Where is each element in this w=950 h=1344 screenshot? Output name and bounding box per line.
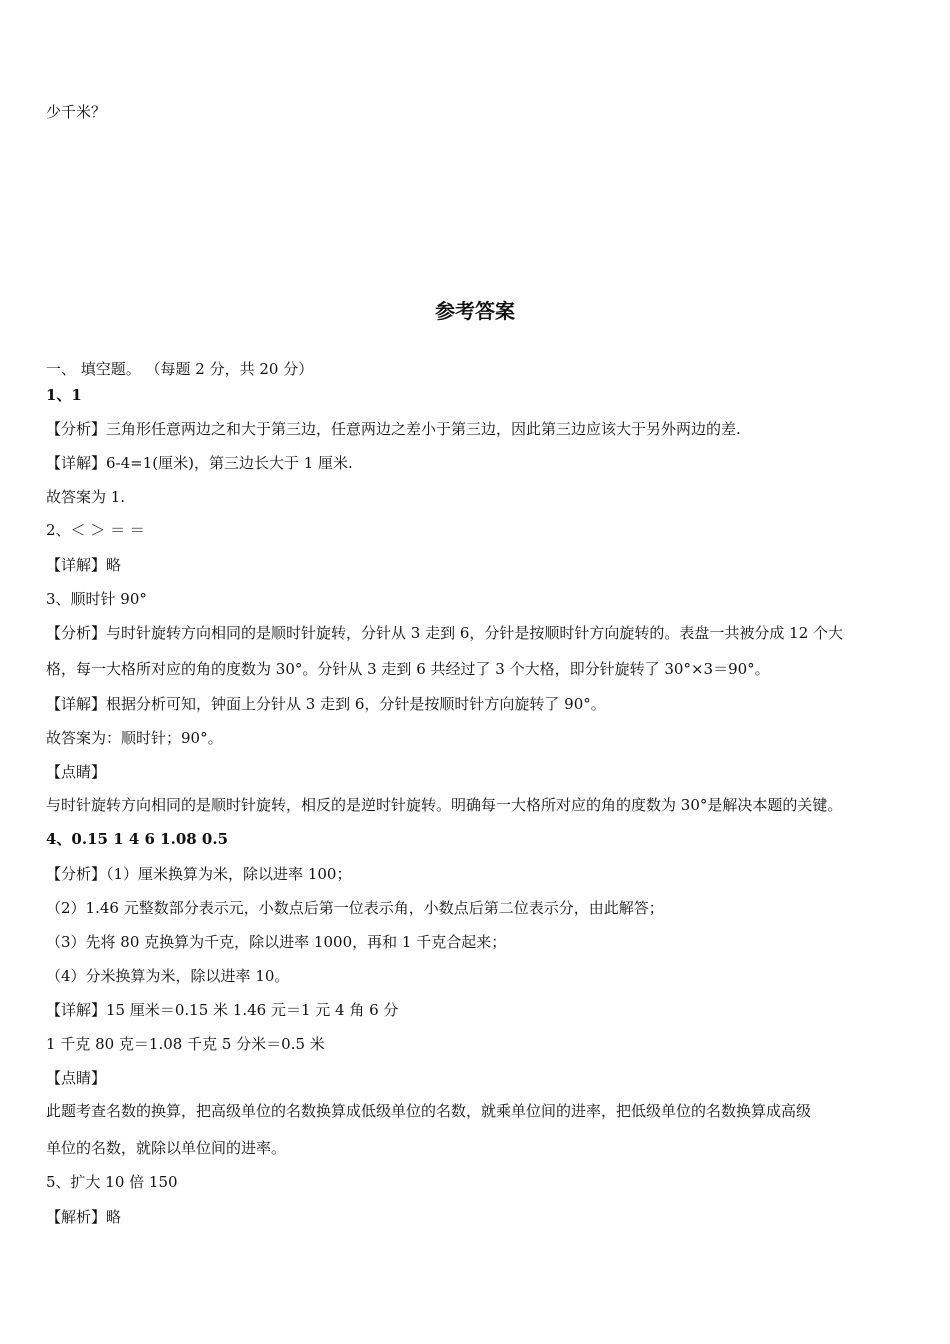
tip-heading-4: 【点睛】 xyxy=(46,1069,107,1087)
answer-3: 3、顺时针 90° xyxy=(46,590,147,608)
carryover-question-text: 少千米？ xyxy=(46,103,107,121)
tip-4-line1: 此题考查名数的换算，把高级单位的名数换算成低级单位的名数，就乘单位间的进率，把低级单位的名数换算成高级 xyxy=(46,1102,812,1120)
conclusion-1: 故答案为 1. xyxy=(46,488,126,506)
answer-5: 5、扩大 10 倍 150 xyxy=(46,1173,178,1191)
answer-4: 4、0.15 1 4 6 1.08 0.5 xyxy=(46,830,229,848)
detail-4-line1: 【详解】15 厘米＝0.15 米 1.46 元＝1 元 4 角 6 分 xyxy=(46,1001,399,1019)
analysis-4-step3: （3）先将 80 克换算为千克，除以进率 1000，再和 1 千克合起来； xyxy=(46,933,507,951)
analysis-3-line1: 【分析】与时针旋转方向相同的是顺时针旋转，分针从 3 走到 6，分针是按顺时针方向旋转的。表盘一共被分成 12 个大 xyxy=(46,624,844,642)
explanation-5: 【解析】略 xyxy=(46,1208,122,1226)
answer-1: 1、1 xyxy=(46,386,82,404)
section-heading: 一、 填空题。 （每题 2 分，共 20 分） xyxy=(46,360,314,378)
detail-4-line2: 1 千克 80 克＝1.08 千克 5 分米＝0.5 米 xyxy=(46,1035,325,1053)
analysis-4-step2: （2）1.46 元整数部分表示元，小数点后第一位表示角，小数点后第二位表示分，由此解答； xyxy=(46,899,664,917)
analysis-1: 【分析】三角形任意两边之和大于第三边，任意两边之差小于第三边，因此第三边应该大于另外两边的差. xyxy=(46,420,741,438)
conclusion-3: 故答案为：顺时针；90°。 xyxy=(46,729,223,747)
page-title: 参考答案 xyxy=(435,299,515,323)
tip-3: 与时针旋转方向相同的是顺时针旋转，相反的是逆时针旋转。明确每一大格所对应的角的度数为 30°是解决本题的关键。 xyxy=(46,796,843,814)
analysis-4-step4: （4）分米换算为米，除以进率 10。 xyxy=(46,967,290,985)
analysis-4-step1: 【分析】（1）厘米换算为米，除以进率 100； xyxy=(46,865,352,883)
tip-4-line2: 单位的名数，就除以单位间的进率。 xyxy=(46,1139,287,1157)
detail-2: 【详解】略 xyxy=(46,556,122,574)
answer-2: 2、＜ ＞ ＝ ＝ xyxy=(46,521,145,539)
analysis-3-line2: 格，每一大格所对应的角的度数为 30°。分针从 3 走到 6 共经过了 3 个大格，即分针旋转了 30°×3＝90°。 xyxy=(46,660,770,678)
detail-3: 【详解】根据分析可知，钟面上分针从 3 走到 6，分针是按顺时针方向旋转了 90°。 xyxy=(46,695,606,713)
tip-heading-3: 【点睛】 xyxy=(46,763,107,781)
detail-1: 【详解】6-4=1(厘米)，第三边长大于 1 厘米. xyxy=(46,454,353,472)
